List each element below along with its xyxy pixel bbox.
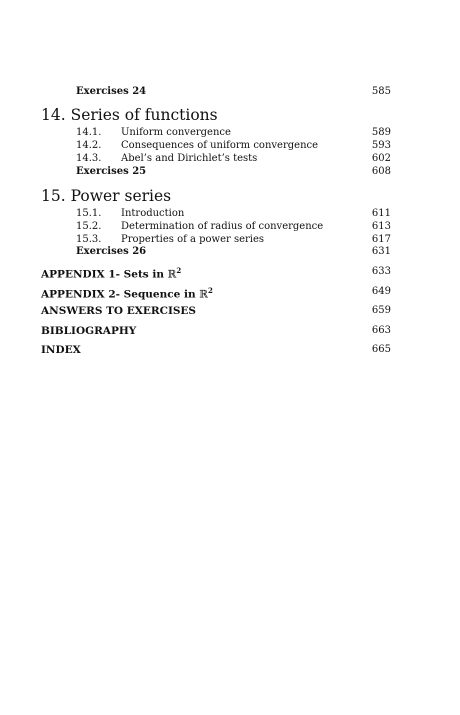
section-title: Uniform convergence <box>121 127 231 138</box>
page-number: 602 <box>371 153 391 164</box>
page-number: 585 <box>371 86 391 97</box>
appendix-title <box>41 286 213 301</box>
page-number: 663 <box>371 325 391 336</box>
section-number: 15.2. <box>76 221 102 232</box>
real-numbers-symbol: ℝ <box>167 268 177 281</box>
appendix-label: APPENDIX 2- Sequence in <box>41 288 200 301</box>
page-number: 611 <box>371 208 391 219</box>
appendix-title <box>41 266 181 281</box>
page-number: 665 <box>371 344 391 355</box>
page-number: 589 <box>371 127 391 138</box>
page-number: 659 <box>371 305 391 316</box>
page-number: 617 <box>371 234 391 245</box>
section-title: Determination of radius of convergence <box>121 221 324 232</box>
answers-title: ANSWERS TO EXERCISES <box>41 305 197 317</box>
section-number: 14.2. <box>76 140 102 151</box>
page-number: 631 <box>371 246 391 257</box>
page-number: 608 <box>371 166 391 177</box>
page-number: 649 <box>371 286 391 297</box>
section-title: Consequences of uniform convergence <box>121 140 319 151</box>
section-number: 15.3. <box>76 234 102 245</box>
exercises-label: Exercises 25 <box>76 166 147 177</box>
section-title: Abel’s and Dirichlet’s tests <box>121 153 258 164</box>
chapter-title: 15. Power series <box>41 187 172 205</box>
section-number: 15.1. <box>76 208 102 219</box>
page-number: 633 <box>371 266 391 277</box>
chapter-title: 14. Series of functions <box>41 106 218 124</box>
section-title: Introduction <box>121 208 185 219</box>
section-number: 14.1. <box>76 127 102 138</box>
bibliography-title: BIBLIOGRAPHY <box>41 325 137 337</box>
section-title: Properties of a power series <box>121 234 265 245</box>
appendix-label: APPENDIX 1- Sets in <box>41 268 168 281</box>
exercises-label: Exercises 24 <box>76 86 147 97</box>
real-numbers-symbol: ℝ <box>199 288 208 301</box>
exercises-label: Exercises 26 <box>76 246 147 257</box>
superscript: 2 <box>176 266 182 275</box>
page-number: 613 <box>371 221 391 232</box>
index-title: INDEX <box>41 344 81 356</box>
section-number: 14.3. <box>76 153 102 164</box>
superscript: 2 <box>207 286 213 295</box>
page-number: 593 <box>371 140 391 151</box>
